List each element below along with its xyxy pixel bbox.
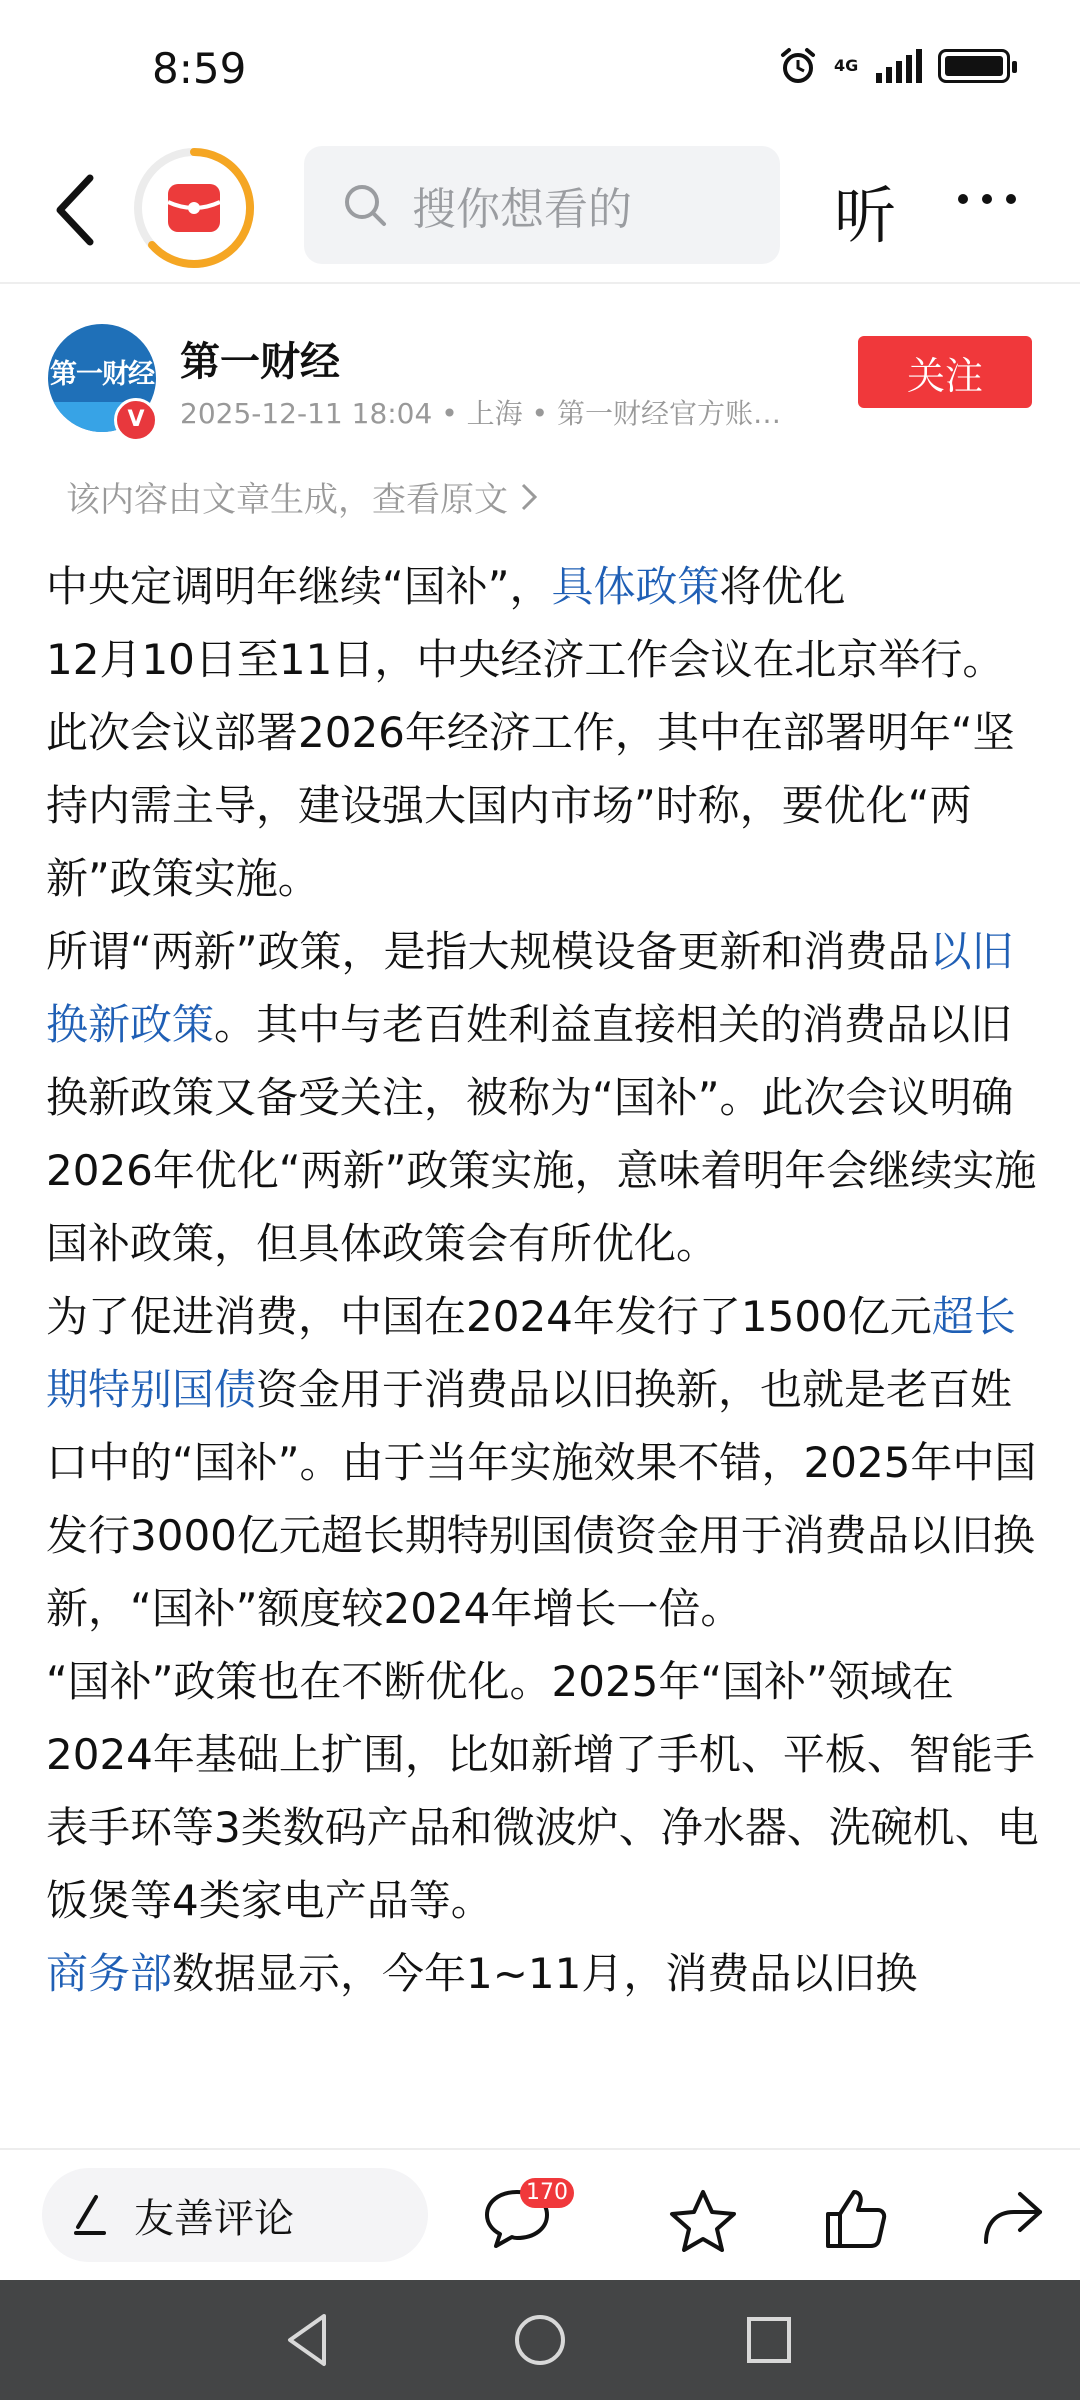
- avatar-logo-text: 第一财经: [50, 359, 154, 390]
- comment-input[interactable]: [42, 2168, 428, 2262]
- author-meta: 2025-12-11 18:04 • 上海 • 第一财经官方账…: [180, 397, 781, 430]
- author-row: [0, 300, 1080, 450]
- pen-icon: [70, 2193, 110, 2237]
- search-input[interactable]: [304, 146, 780, 264]
- link-special-bonds[interactable]: 超长期特别国债: [46, 1292, 1016, 1414]
- battery-icon: [938, 49, 1010, 83]
- header-divider: [0, 282, 1080, 284]
- more-icon[interactable]: [958, 194, 1016, 204]
- nav-home-icon[interactable]: [512, 2310, 568, 2370]
- network-type: 4G: [834, 56, 859, 75]
- paragraph-5: 商务部数据显示，今年1~11月，消费品以旧换: [46, 1949, 918, 1998]
- nav-recents-icon[interactable]: [744, 2310, 794, 2370]
- comment-placeholder: 友善评论: [134, 2195, 294, 2242]
- comment-count-badge: 170: [520, 2178, 574, 2208]
- alarm-icon: [778, 46, 818, 86]
- status-time: 8:59: [152, 44, 247, 93]
- source-note-link[interactable]: [66, 472, 538, 521]
- link-trade-in-policy[interactable]: 以旧换新政策: [46, 927, 1014, 1049]
- thumbs-up-icon[interactable]: [824, 2188, 888, 2250]
- signal-icon: [876, 49, 922, 83]
- status-icons: [778, 46, 1010, 86]
- paragraph-1: 12月10日至11日，中央经济工作会议在北京举行。此次会议部署2026年经济工作，其中在部署明年“坚持内需主导，建设强大国内市场”时称，要优化“两新”政策实施。: [46, 635, 1015, 903]
- verified-badge: V: [114, 398, 158, 442]
- search-icon: [340, 180, 390, 230]
- follow-button[interactable]: 关注: [858, 336, 1032, 408]
- paragraph-3: 为了促进消费，中国在2024年发行了1500亿元超长期特别国债资金用于消费品以旧换新，也就是老百姓口中的“国补”。由于当年实施效果不错，2025年中国发行3000亿元超长期特别国债资金用于消费品以旧换新，“国补”额度较2024年增长一倍。: [46, 1292, 1037, 1633]
- status-bar: [0, 0, 1080, 140]
- source-note-text: 该内容由文章生成，查看原文: [66, 480, 508, 520]
- paragraph-2: 所谓“两新”政策，是指大规模设备更新和消费品以旧换新政策。其中与老百姓利益直接相关的消费品以旧换新政策又备受关注，被称为“国补”。此次会议明确2026年优化“两新”政策实施，意味着明年会继续实施国补政策，但具体政策会有所优化。: [46, 927, 1037, 1268]
- search-placeholder: 搜你想看的: [412, 184, 632, 235]
- link-specific-policy[interactable]: 具体政策: [551, 562, 720, 611]
- star-icon[interactable]: [668, 2188, 738, 2252]
- author-name[interactable]: 第一财经: [180, 339, 340, 385]
- top-nav: [0, 140, 1080, 280]
- nav-back-icon[interactable]: [282, 2310, 332, 2370]
- bottom-action-bar: [0, 2148, 1080, 2280]
- listen-button[interactable]: 听: [834, 179, 897, 252]
- link-ministry-of-commerce[interactable]: 商务部: [46, 1949, 173, 1998]
- app-logo-icon[interactable]: [132, 146, 256, 270]
- article-title: 中央定调明年继续“国补”，具体政策将优化: [46, 562, 846, 611]
- back-icon[interactable]: [48, 170, 108, 250]
- chevron-right-icon: [520, 482, 538, 512]
- share-icon[interactable]: [980, 2188, 1046, 2246]
- system-nav-bar: [0, 2280, 1080, 2400]
- paragraph-4: “国补”政策也在不断优化。2025年“国补”领域在2024年基础上扩围，比如新增了手机、平板、智能手表手环等3类数码产品和微波炉、净水器、洗碗机、电饭煲等4类家电产品等。: [46, 1657, 1039, 1925]
- article-body: [46, 550, 1046, 2010]
